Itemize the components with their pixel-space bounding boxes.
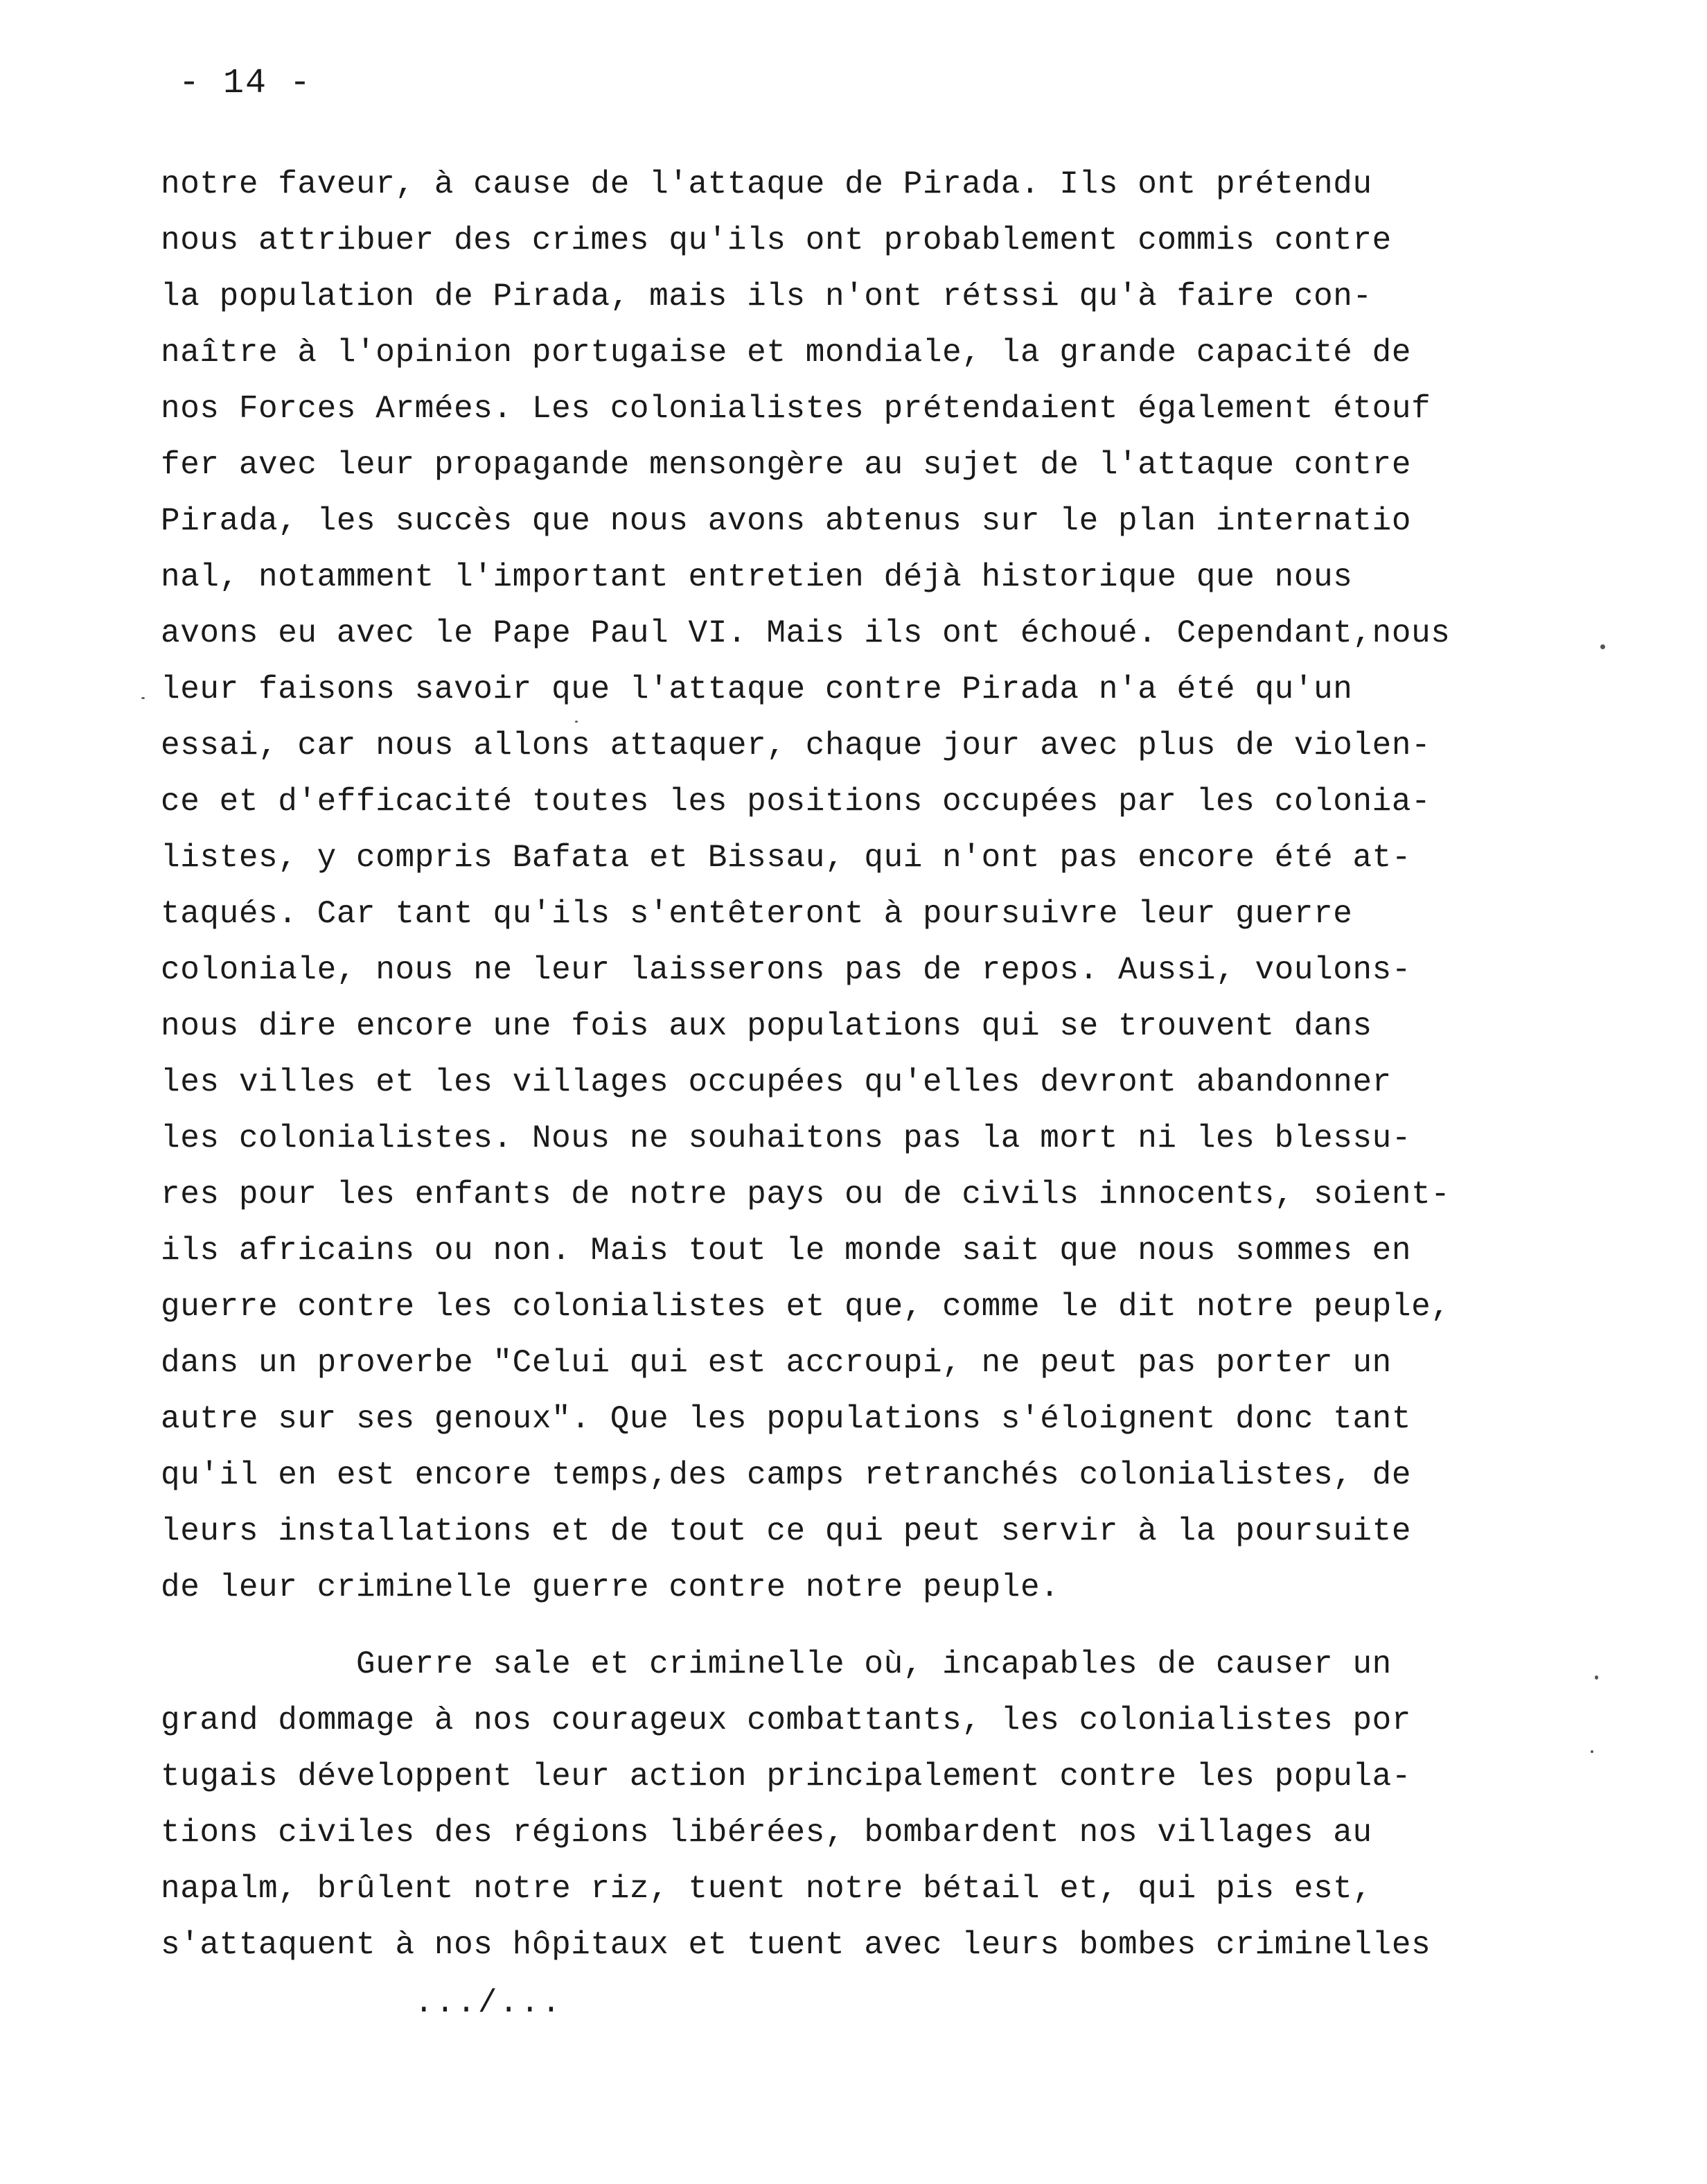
text-line: Guerre sale et criminelle où, incapables de causer un: [161, 1646, 1392, 1682]
text-line: guerre contre les colonialistes et que, comme le dit notre peuple,: [161, 1289, 1451, 1325]
text-line: autre sur ses genoux". Que les populations s'éloignent donc tant: [161, 1401, 1412, 1437]
text-line: res pour les enfants de notre pays ou de civils innocents, soient-: [161, 1177, 1451, 1213]
text-line: qu'il en est encore temps,des camps retranchés colonialistes, de: [161, 1457, 1412, 1493]
text-line: tugais développent leur action principalement contre les popula-: [161, 1759, 1412, 1795]
scan-speck: [1591, 1750, 1593, 1753]
text-line: taqués. Car tant qu'ils s'entêteront à poursuivre leur guerre: [161, 896, 1353, 932]
text-line: s'attaquent à nos hôpitaux et tuent avec leurs bombes criminelles: [161, 1927, 1431, 1963]
text-line: ils africains ou non. Mais tout le monde sait que nous sommes en: [161, 1233, 1412, 1269]
text-line: avons eu avec le Pape Paul VI. Mais ils ont échoué. Cependant,nous: [161, 615, 1451, 651]
text-line: nous attribuer des crimes qu'ils ont probablement commis contre: [161, 222, 1392, 258]
text-line: les villes et les villages occupées qu'elles devront abandonner: [161, 1064, 1392, 1100]
text-line: ce et d'efficacité toutes les positions occupées par les colonia-: [161, 784, 1431, 820]
continuation-mark: .../...: [414, 1985, 563, 2021]
text-line: nal, notamment l'important entretien déjà historique que nous: [161, 559, 1353, 595]
text-line: essai, car nous allons attaquer, chaque jour avec plus de violen-: [161, 728, 1431, 764]
scan-speck: [141, 697, 145, 699]
text-line: coloniale, nous ne leur laisserons pas de repos. Aussi, voulons-: [161, 952, 1412, 988]
text-line: napalm, brûlent notre riz, tuent notre bétail et, qui pis est,: [161, 1871, 1372, 1907]
text-line: listes, y compris Bafata et Bissau, qui n'ont pas encore été at-: [161, 840, 1412, 876]
text-line: tions civiles des régions libérées, bombardent nos villages au: [161, 1815, 1372, 1851]
text-line: grand dommage à nos courageux combattants, les colonialistes por: [161, 1702, 1412, 1738]
text-line: nous dire encore une fois aux populations qui se trouvent dans: [161, 1008, 1372, 1044]
text-line: Pirada, les succès que nous avons abtenus sur le plan internatio: [161, 503, 1412, 539]
scan-speck: [575, 721, 578, 723]
paragraph: [161, 1637, 1431, 1973]
text-line: notre faveur, à cause de l'attaque de Pirada. Ils ont prétendu: [161, 166, 1372, 202]
text-line: fer avec leur propagande mensongère au sujet de l'attaque contre: [161, 447, 1412, 483]
text-line: naître à l'opinion portugaise et mondiale, la grande capacité de: [161, 335, 1412, 371]
paragraph: [161, 157, 1451, 1616]
text-line: nos Forces Armées. Les colonialistes prétendaient également étouf: [161, 391, 1431, 427]
scan-speck: [1595, 1675, 1598, 1680]
page-number: - 14 -: [179, 64, 312, 103]
text-line: dans un proverbe "Celui qui est accroupi, ne peut pas porter un: [161, 1345, 1392, 1381]
text-line: la population de Pirada, mais ils n'ont rétssi qu'à faire con-: [161, 279, 1372, 315]
text-line: de leur criminelle guerre contre notre peuple.: [161, 1569, 1060, 1605]
text-line: les colonialistes. Nous ne souhaitons pas la mort ni les blessu-: [161, 1120, 1412, 1156]
scan-speck: [1600, 644, 1605, 649]
text-line: leur faisons savoir que l'attaque contre Pirada n'a été qu'un: [161, 671, 1353, 707]
text-line: leurs installations et de tout ce qui peut servir à la poursuite: [161, 1513, 1412, 1549]
